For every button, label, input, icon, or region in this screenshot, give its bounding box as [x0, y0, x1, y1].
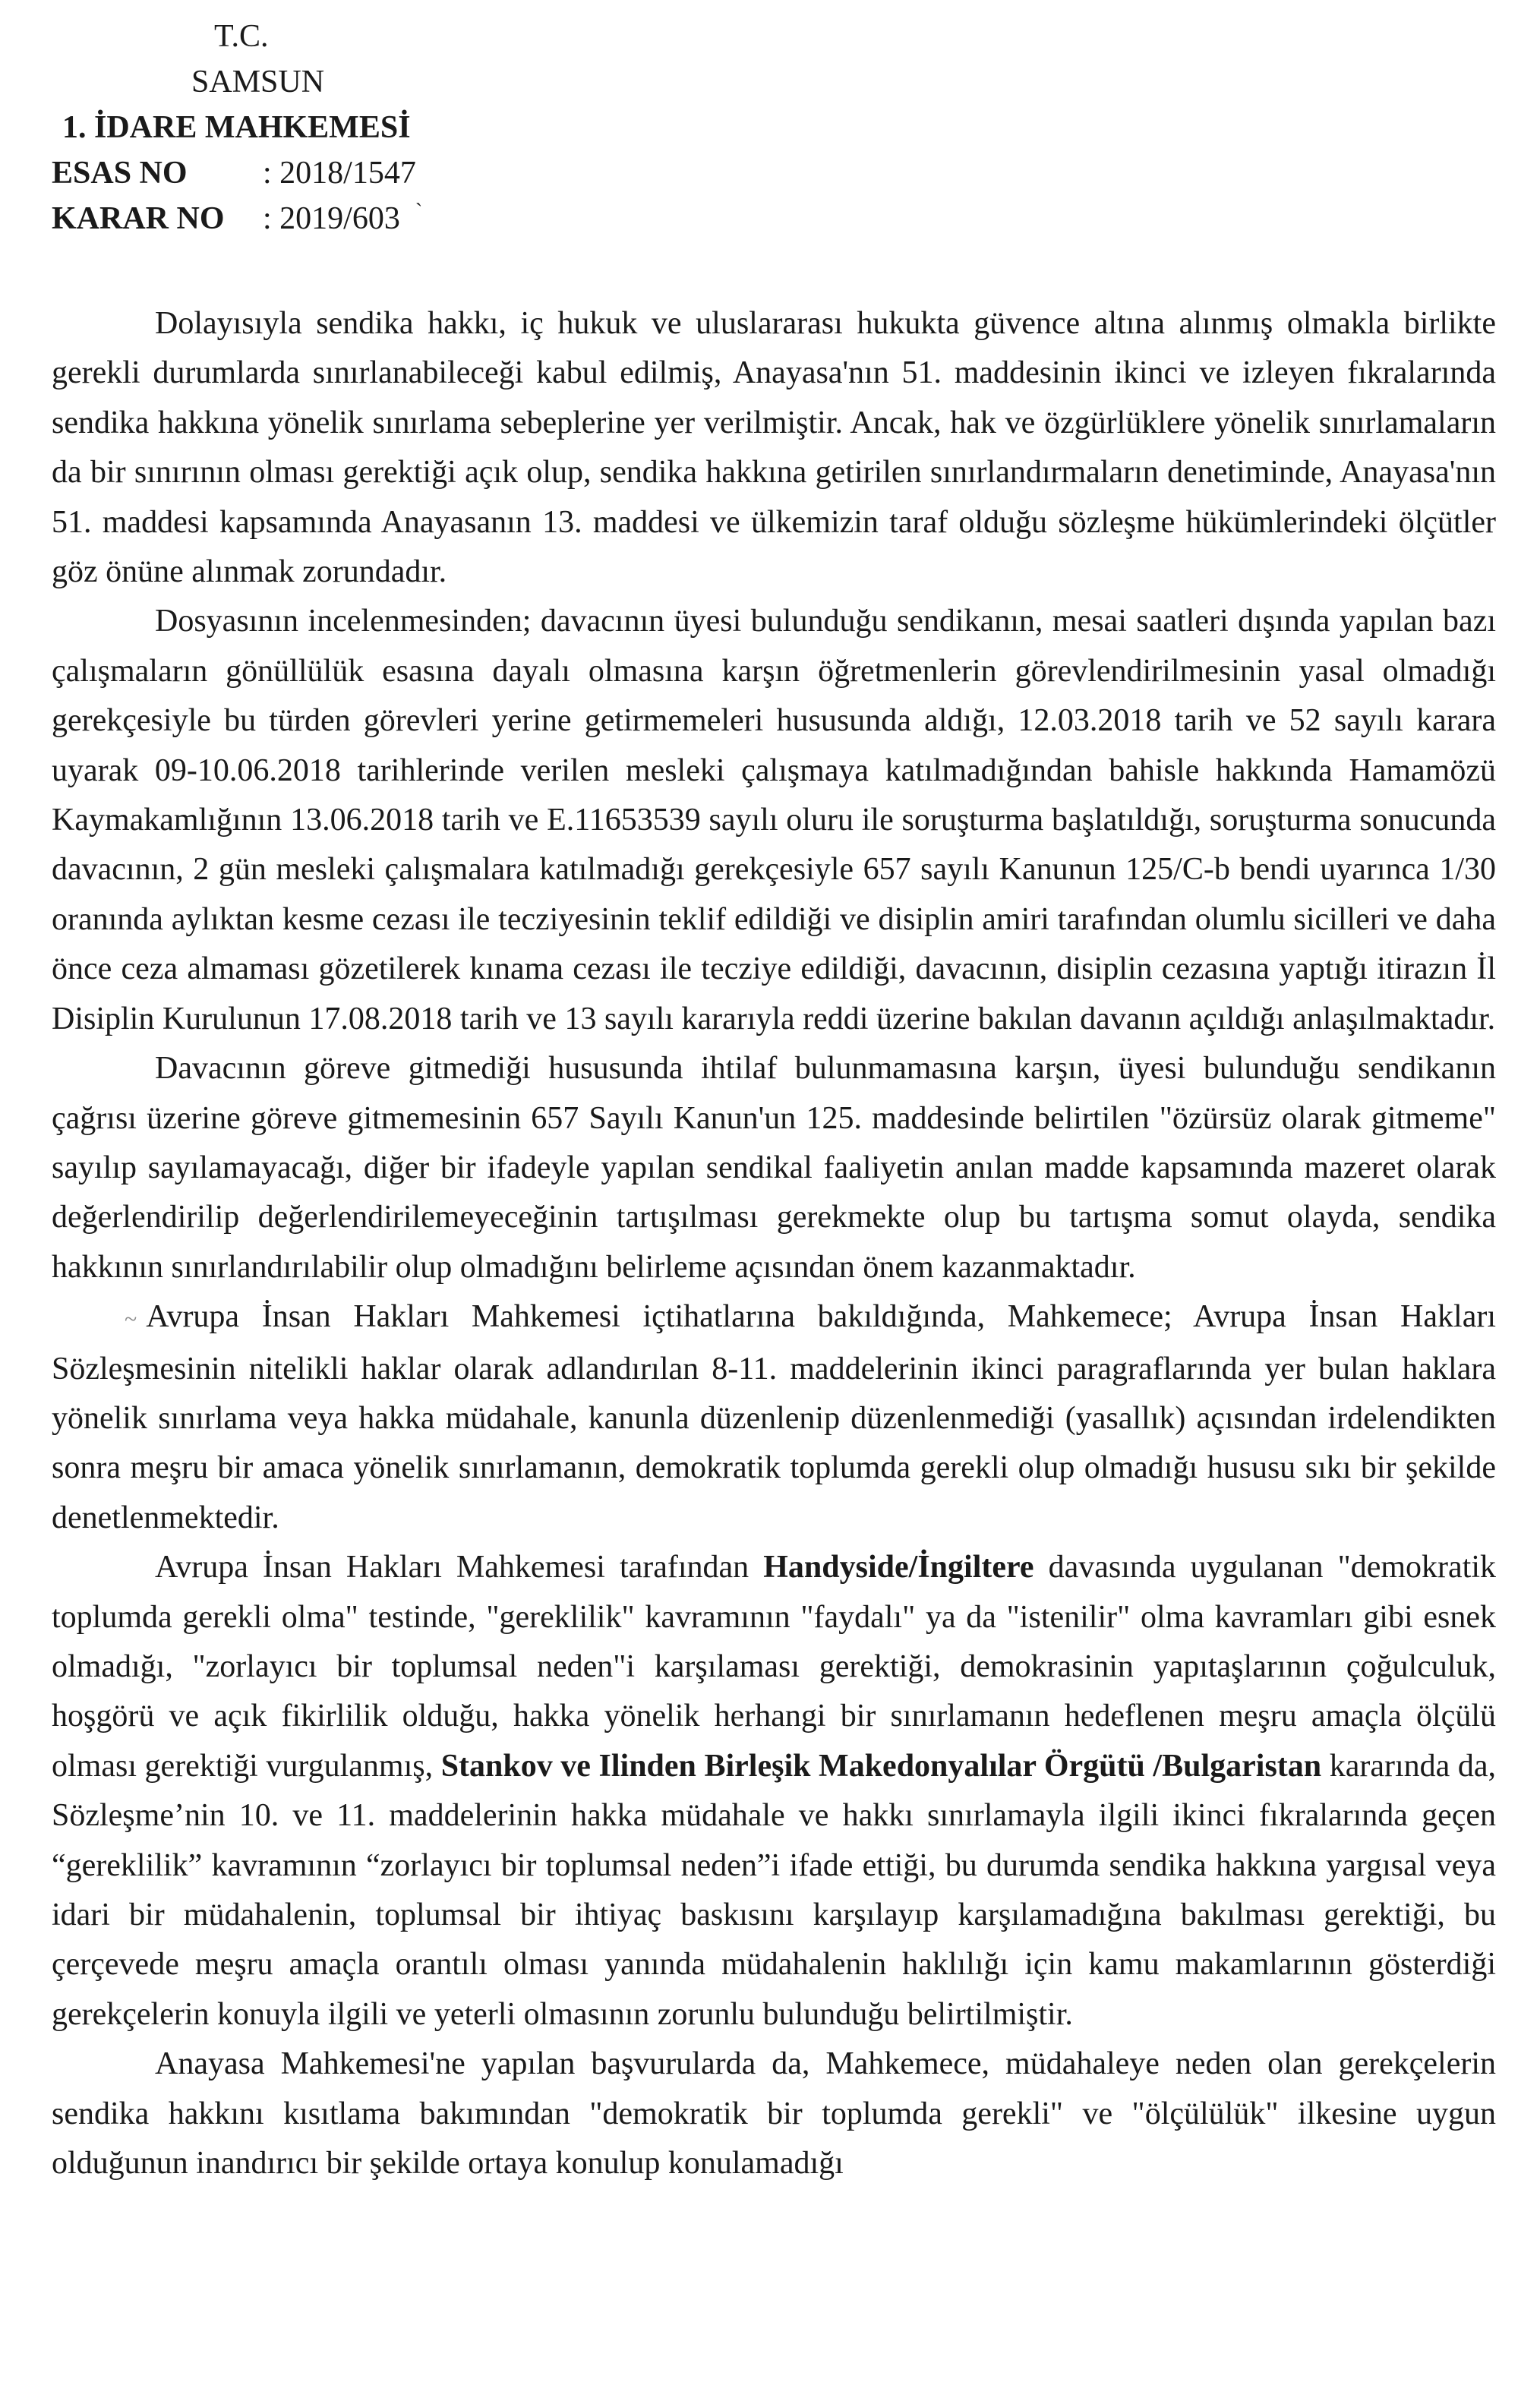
esas-value: : 2018/1547 [263, 156, 416, 191]
court-heading: 1. İDARE MAHKEMESİ [62, 110, 411, 145]
karar-row [46, 196, 577, 245]
paragraph-4-text: Avrupa İnsan Hakları Mahkemesi içtihatlarına bakıldığında, Mahkemece; Avrupa İnsan Hakları Sözleşmesinin nitelikli haklar olarak adlandırılan 8-11. maddelerinin ikinci paragraflarında yer bulan haklara yönelik sınırlama veya hakka müdahale, kanunla düzenlenip düzenlenmediği (yasallık) açısından irdelendikten sonra meşru bir amaca yönelik sınırlamanın, demokratik toplumda gerekli olup olmadığı hususu sıkı bir şekilde denetlenmektedir. [52, 1299, 1496, 1535]
paragraph-2: Dosyasının incelenmesinden; davacının üyesi bulunduğu sendikanın, mesai saatleri dışında yapılan bazı çalışmaların gönüllülük esasına dayalı olmasına karşın öğretmenlerin görevlendirilmesinin yasal olmadığı gerekçesiyle bu türden görevleri yerine getirmemeleri hususunda aldığı, 12.03.2018 tarih ve 52 sayılı karara uyarak 09-10.06.2018 tarihlerinde verilen mesleki çalışmaya katılmadığından bahisle hakkında Hamamözü Kaymakamlığının 13.06.2018 tarih ve E.11653539 sayılı oluru ile soruşturma başlatıldığı, soruşturma sonucunda davacının, 2 gün mesleki çalışmalara katılmadığı gerekçesiyle 657 sayılı Kanunun 125/C-b bendi uyarınca 1/30 oranında aylıktan kesme cezası ile tecziyesinin teklif edildiği ve disiplin amiri tarafından olumlu sicilleri ve daha önce ceza almaması gözetilerek kınama cezası ile tecziye edildiği, davacının, disiplin cezasına yaptığı itirazın İl Disiplin Kurulunun 17.08.2018 tarih ve 13 sayılı kararıyla reddi üzerine bakılan davanın açıldığı anlaşılmaktadır. [52, 604, 1496, 1036]
city-heading: SAMSUN [191, 65, 325, 99]
paragraph-6: Anayasa Mahkemesi'ne yapılan başvurularda da, Mahkemece, müdahaleye neden olan gerekçelerin sendika hakkını kısıtlama bakımından "demokratik bir toplumda gerekli" ve "ölçülülük" ilkesine uygun olduğunun inandırıcı bir şekilde ortaya konulup konulamadığı [52, 2046, 1496, 2181]
paragraph-3: Davacının göreve gitmediği hususunda ihtilaf bulunmamasına karşın, üyesi bulunduğu sendikanın çağrısı üzerine göreve gitmemesinin 657 Sayılı Kanun'un 125. maddesinde belirtilen "özürsüz olarak gitmeme" sayılıp sayılamayacağı, diğer bir ifadeyle yapılan sendikal faaliyetin anılan madde kapsamında mazeret olarak değerlendirilip değerlendirilemeyeceğinin tartışılması gerekmekte olup bu tartışma somut olayda, sendika hakkının sınırlandırılabilir olup olmadığını belirleme açısından önem kazanmaktadır. [52, 1051, 1496, 1285]
document-body [52, 299, 1496, 2188]
paragraph-5-part-c: kararında da, Sözleşme’nin 10. ve 11. maddelerinin hakka müdahale ve hakkı sınırlamayla ilgili ikinci fıkralarında geçen “gereklilik” kavramının “zorlayıcı bir toplumsal neden”i ifade ettiği, bu durumda sendika hakkına yargısal veya idari bir müdahalenin, toplumsal bir ihtiyaç baskısını karşılayıp karşılamadığına bakılması gerektiği, bu çerçevede meşru amaçla orantılı olması yanında müdahalenin haklılığı için kamu makamlarının gösterdiği gerekçelerin konuyla ilgili ve yeterli olmasının zorunlu bulunduğu belirtilmiştir. [52, 1748, 1496, 2032]
paragraph-5-part-a: Avrupa İnsan Hakları Mahkemesi tarafından [155, 1550, 749, 1585]
case-name-handyside: Handyside/İngiltere [763, 1550, 1034, 1585]
country-heading: T.C. [214, 19, 269, 54]
paragraph-5-part-b: davasında uygulanan "demokratik toplumda gerekli olma" testinde, "gereklilik" kavramının "faydalı" ya da "istenilir" olma kavramları gibi esnek olmadığı, "zorlayıcı bir toplumsal neden"i karşılaması gerektiği, demokrasinin yapıtaşlarının çoğulculuk, hoşgörü ve açık fikirlilik olduğu, hakka yönelik herhangi bir sınırlamanın hedeflenen meşru amaçla ölçülü olması gerektiği vurgulanmış, [52, 1550, 1497, 1784]
paragraph-5 [52, 1543, 1496, 2039]
karar-mark: ` [415, 200, 423, 223]
karar-label: KARAR NO [52, 201, 225, 236]
document-header [46, 14, 577, 245]
esas-row [46, 150, 577, 196]
case-name-stankov: Stankov ve Ilinden Birleşik Makedonyalılar Örgütü /Bulgaristan [440, 1748, 1322, 1784]
karar-value: : 2019/603 [263, 201, 400, 236]
paragraph-1: Dolayısıyla sendika hakkı, iç hukuk ve uluslararası hukukta güvence altına alınmış olmakla birlikte gerekli durumlarda sınırlanabileceği kabul edilmiş, Anayasa'nın 51. maddesinin ikinci ve izleyen fıkralarında sendika hakkına yönelik sınırlama sebeplerine yer verilmiştir. Ancak, hak ve özgürlüklere yönelik sınırlamaların da bir sınırının olması gerektiği açık olup, sendika hakkına getirilen sınırlandırmaların denetiminde, Anayasa'nın 51. maddesi kapsamında Anayasanın 13. maddesi ve ülkemizin taraf olduğu sözleşme hükümlerindeki ölçütler göz önüne alınmak zorundadır. [52, 306, 1496, 590]
esas-label: ESAS NO [52, 156, 188, 191]
paragraph-4 [52, 1292, 1496, 1543]
margin-mark: ~ [125, 1307, 137, 1333]
